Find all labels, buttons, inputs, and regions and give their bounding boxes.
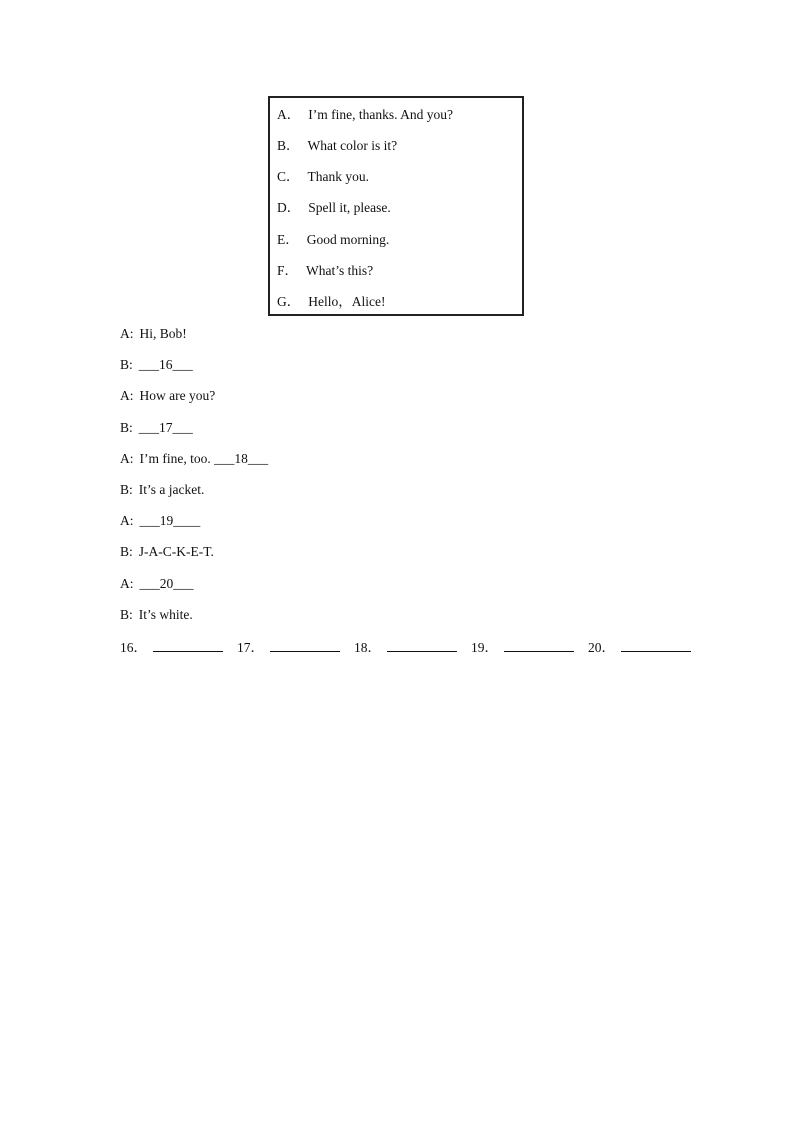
option-text: Hello，Alice!	[308, 294, 386, 309]
line-text: Hi, Bob!	[139, 326, 187, 341]
speaker: A:	[120, 326, 134, 341]
line-text: It’s a jacket.	[138, 482, 205, 497]
answer-row	[120, 638, 705, 656]
option-letter: E．	[277, 232, 299, 247]
option-a	[277, 107, 453, 123]
option-c	[277, 169, 369, 185]
option-text: What color is it?	[307, 138, 398, 153]
line-text: ___17___	[138, 420, 193, 435]
option-letter: F．	[277, 263, 299, 278]
answer-20	[588, 638, 691, 656]
options-box	[268, 96, 524, 316]
answer-number: 18．	[354, 640, 381, 655]
speaker: B:	[120, 357, 133, 372]
line-text: ___20___	[139, 576, 194, 591]
answer-blank[interactable]	[153, 638, 223, 652]
speaker: A:	[120, 513, 134, 528]
line-text: ___19____	[139, 513, 201, 528]
option-letter: B．	[277, 138, 300, 153]
option-text: I’m fine, thanks. And you?	[308, 107, 453, 122]
dialogue-line	[120, 576, 194, 592]
line-text: ___16___	[138, 357, 193, 372]
option-text: What’s this?	[306, 263, 374, 278]
option-text: Thank you.	[307, 169, 370, 184]
dialogue-line	[120, 326, 187, 342]
answer-number: 20．	[588, 640, 615, 655]
line-text: I’m fine, too. ___18___	[139, 451, 269, 466]
answer-19	[471, 638, 574, 656]
dialogue-line	[120, 420, 193, 436]
option-g	[277, 294, 385, 310]
dialogue-line	[120, 451, 268, 467]
speaker: B:	[120, 420, 133, 435]
answer-number: 16．	[120, 640, 147, 655]
answer-17	[237, 638, 340, 656]
option-letter: D．	[277, 200, 301, 215]
answer-blank[interactable]	[270, 638, 340, 652]
dialogue-line	[120, 482, 204, 498]
speaker: B:	[120, 544, 133, 559]
option-e	[277, 232, 389, 248]
answer-number: 19．	[471, 640, 498, 655]
answer-16	[120, 638, 223, 656]
dialogue-line	[120, 513, 200, 529]
answer-blank[interactable]	[387, 638, 457, 652]
line-text: How are you?	[139, 388, 216, 403]
option-f	[277, 263, 373, 279]
option-b	[277, 138, 397, 154]
speaker: B:	[120, 482, 133, 497]
dialogue-line	[120, 357, 193, 373]
option-letter: C．	[277, 169, 300, 184]
option-d	[277, 200, 391, 216]
option-text: Good morning.	[306, 232, 390, 247]
speaker: A:	[120, 451, 134, 466]
answer-blank[interactable]	[504, 638, 574, 652]
dialogue-line	[120, 544, 214, 560]
option-letter: A．	[277, 107, 301, 122]
answer-18	[354, 638, 457, 656]
speaker: A:	[120, 388, 134, 403]
dialogue-line	[120, 388, 215, 404]
speaker: B:	[120, 607, 133, 622]
option-letter: G．	[277, 294, 301, 309]
answer-number: 17．	[237, 640, 264, 655]
line-text: J-A-C-K-E-T.	[138, 544, 214, 559]
line-text: It’s white.	[138, 607, 193, 622]
option-text: Spell it, please.	[308, 200, 391, 215]
answer-blank[interactable]	[621, 638, 691, 652]
speaker: A:	[120, 576, 134, 591]
dialogue-line	[120, 607, 193, 623]
